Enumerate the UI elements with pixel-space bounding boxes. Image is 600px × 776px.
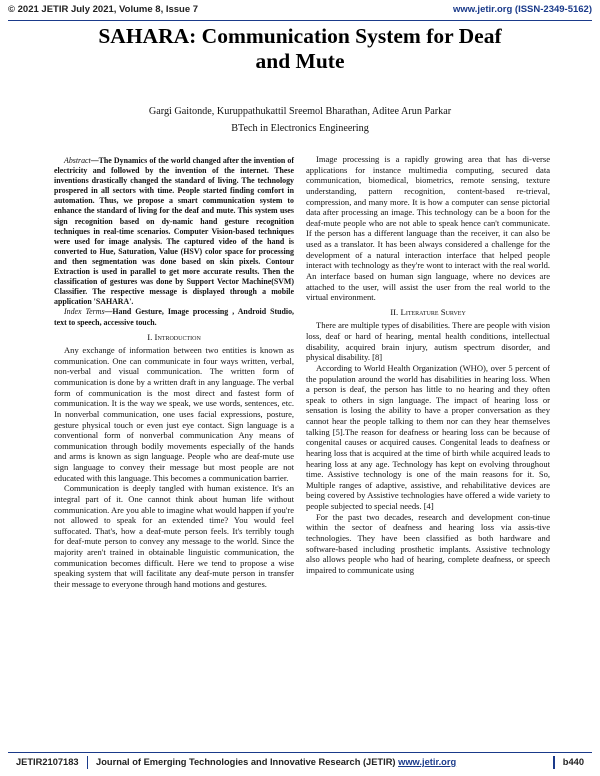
abstract	[54, 156, 294, 307]
header-journal-url[interactable]: www.jetir.org (ISSN-2349-5162)	[452, 4, 592, 15]
introduction-paragraph-2: Communication is deeply tangled with human existence. It's an integral part of it. One cannot think about human life without communication. Are you able to imagine what would happen if you're not allowed to speak for an extended time? You would feel suffocated. That's, how a deaf-mute person feels. It's terribly tough for deaf-mute person to convey any message to the world. Since the majority aren't trained in obtainable linguistic communication, the communication becomes difficult. Here we tend to propose a wise speaking system that will facilitate any deaf-mute person in transfer their message to everyone through hand motions and gestures.	[54, 483, 294, 589]
literature-paragraph-1: There are multiple types of disabilities. There are people with vision loss, deaf or hard of hearing, mental health conditions, intellectual disability, acquired brain injury, autism spectrum disorder, and physical disability. [8]	[306, 320, 550, 363]
image-processing-paragraph: Image processing is a rapidly growing area that has di-verse applications for instance multimedia computing, secured data communication, biomedical, biometrics, remote sensing, texture understanding, pattern recognition, content-based re-trieval, compression, and many more. It is how a computer can sense pictorial data after processing an image. This technology can be a boon for the deaf-mute people who are not able to speak hence can't communicate. If the person has a different language than the receiver, it can also be used as a translator. It has been always considered a challenge for the development of a natural interaction interface that helped people interact with technology as they're wont to interact with the real world. An interface based on human sign language, where no devices are attached to the user, will assist the user from the real world to the virtual environment.	[306, 154, 550, 303]
introduction-paragraph-1: Any exchange of information between two entities is known as communication. One can communicate in four ways written, verbal, non-verbal and visual communication. The written form of communication is done by a written draft in any language. The verbal form of communication is the most direct and fastest form of communication. It is the way we speak, we use words, sentences, etc. In nonverbal communication, one uses facial expressions, posture, gesture physical touch or even just eye contact. Sign language is a conventional form of nonverbal communication Any means of communication through bodily movements especially of the hands and arms is known as sign language. People who are deaf-mute use sign language to convey their message but most people are not educated with this language. This becomes a communication barrier.	[54, 345, 294, 483]
section-heading-introduction: I. Introduction	[147, 331, 201, 342]
footer-page-number: b440	[562, 757, 584, 767]
right-column	[306, 154, 550, 575]
paper-title	[40, 24, 560, 74]
left-column	[54, 156, 294, 590]
abstract-label: Abstract	[64, 156, 91, 165]
header-issue-info: © 2021 JETIR July 2021, Volume 8, Issue 7	[8, 4, 199, 15]
literature-paragraph-3: For the past two decades, research and development con-tinue within the sector of deafness and hearing loss via assis-tive technologies. They have been classified as both hardware and software-based including prosthetic implants. Assistive technology also allows people who had of hearing, complete deafness, or speech impaired to communicate using	[306, 511, 550, 575]
index-terms	[54, 307, 294, 327]
footer-journal-link[interactable]: www.jetir.org	[398, 757, 457, 767]
footer-paper-id: JETIR2107183	[16, 757, 79, 767]
author-affiliation: BTech in Electronics Engineering	[231, 123, 369, 134]
author-list: Gargi Gaitonde, Kuruppathukattil Sreemol Bharathan, Aditee Arun Parkar	[148, 106, 452, 117]
page-header	[8, 4, 592, 21]
paper-title-line-1: SAHARA: Communication System for Deaf	[98, 24, 502, 48]
paper-title-line-2: and Mute	[255, 49, 345, 73]
abstract-text: —The Dynamics of the world changed after the invention of electricity and followed by the invention of the internet. These inventions drastically changed the standard of living. The technology prospered in all sectors with time. People started finding comfort in automation. Thus, we propose a smart communication system to enhance the standard of living for the deaf and mute. This system uses sign recognition based on dy-namic hand gesture recognition techniques in real-time scenarios. Computer Vision-based techniques were used for image analysis. The captured video of the hand is converted to Hue, Saturation, Value (HSV) color space for processing and then segmentation was done based on skin pixels. Contour Extraction is used in parallel to get more accurate results. Then the classification of gestures was done by Support Vector Machine(SVM) Classifier. The respective message is displayed through a mobile application 'SAHARA'.	[54, 156, 294, 307]
page-footer	[8, 752, 592, 771]
literature-paragraph-2: According to World Health Organization (WHO), over 5 percent of the population around the world has disabilities in hearing loss. When a person is deaf, the person has little to no hearing and they often speak to others in sign language. The impact of hearing loss or sensation is losing the ability to have a proper conversation as they cannot hear the people talking to them nor can they hear themselves talking [5].The reason for deafness or hearing loss can be because of congenital causes or acquired causes. Congenital leads to deafness or hearing loss that is acquired at the time of birth while acquired leads to hearing loss at any age. Technology has kept on evolving throughout time. Assistive technology is one of the main reasons for it. So, Multiple ranges of adaptive, assistive, and rehabilitative devices are being covered by Assistive technologies have offered a wide variety to people subjected to special needs. [4]	[306, 362, 550, 511]
footer-journal-name: Journal of Emerging Technologies and Innovative Research (JETIR)	[96, 757, 396, 767]
footer-journal	[88, 757, 553, 767]
index-terms-label: Index Terms	[64, 307, 105, 317]
section-heading-literature-survey: II. Literature Survey	[390, 306, 466, 317]
index-terms-text: —Hand Gesture, Image processing , Android Studio, text to speech, accessive touch.	[54, 307, 294, 327]
